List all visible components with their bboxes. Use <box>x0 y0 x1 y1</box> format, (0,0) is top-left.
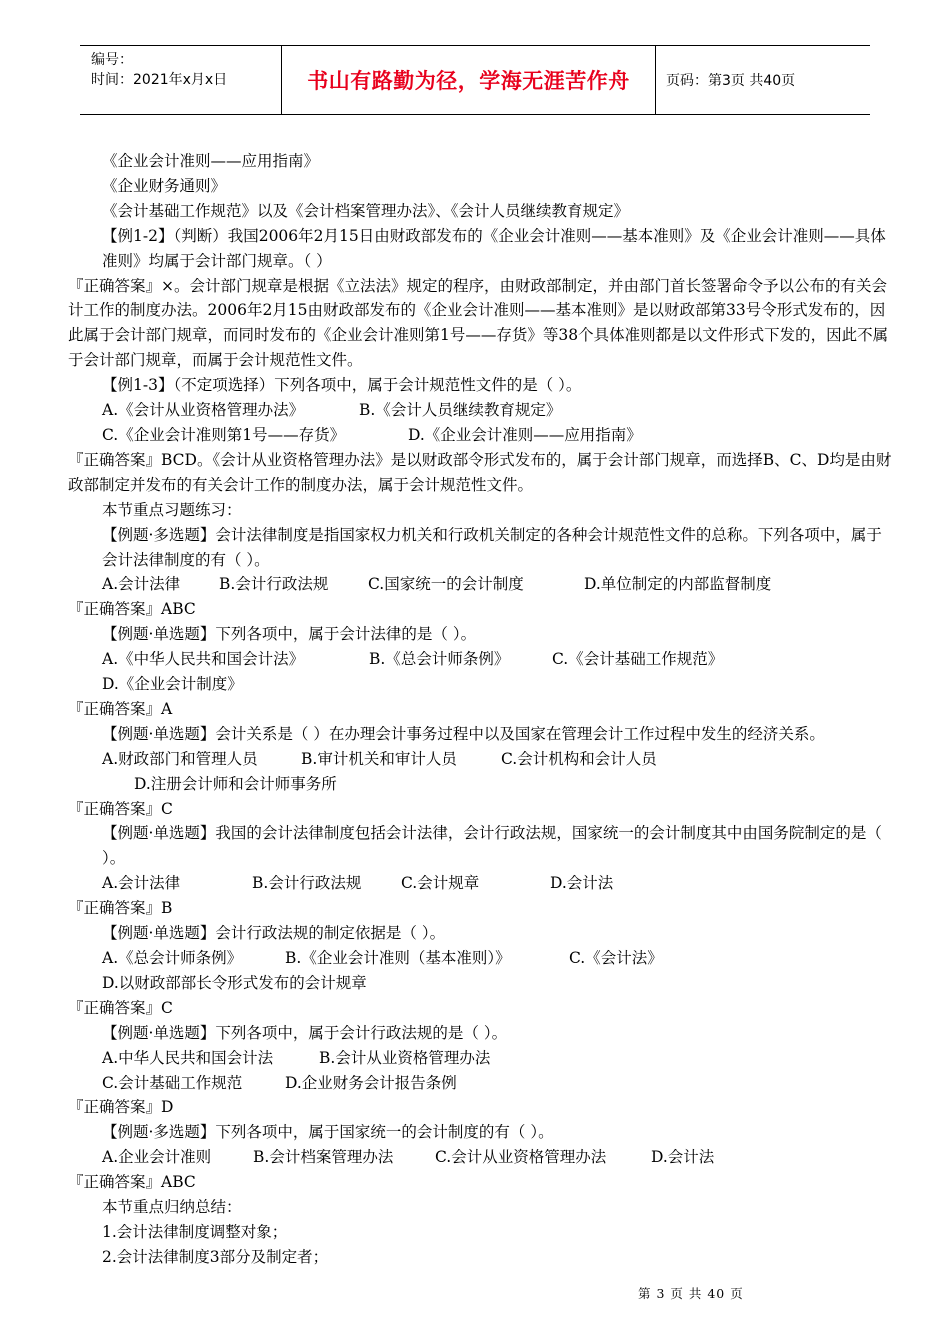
option-row <box>68 1145 892 1170</box>
option: D.以财政部部长令形式发布的会计规章 <box>102 973 367 992</box>
option: C.会计基础工作规范 <box>102 1073 243 1092</box>
option: A.会计法律 <box>102 874 181 893</box>
option: D.企业财务会计报告条例 <box>285 1073 457 1092</box>
option: D.会计法 <box>550 874 614 893</box>
option: C.《会计法》 <box>569 949 663 967</box>
correct-answer: 『正确答案』A <box>68 699 173 718</box>
option-row <box>68 1046 892 1071</box>
option: B.会计档案管理办法 <box>253 1148 394 1167</box>
option: C.《会计基础工作规范》 <box>552 650 724 669</box>
option: A.《会计从业资格管理办法》 <box>102 401 305 420</box>
option: C.会计从业资格管理办法 <box>435 1148 607 1167</box>
option: A.财政部门和管理人员 <box>102 749 258 768</box>
header-time-label: 时间：2021年x月x日 <box>91 72 228 88</box>
option: C.国家统一的会计制度 <box>368 575 524 594</box>
option: B.审计机关和审计人员 <box>301 749 457 768</box>
correct-answer: 『正确答案』D <box>68 1098 174 1117</box>
option: A.中华人民共和国会计法 <box>102 1048 274 1067</box>
option: D.会计法 <box>651 1148 715 1167</box>
option-row <box>68 647 892 672</box>
example-question: 【例1-3】（不定项选择）下列各项中，属于会计规范性文件的是（ ）。 <box>102 376 582 395</box>
summary-item: 1.会计法律制度调整对象； <box>102 1222 288 1241</box>
example-question: 【例1-2】（判断）我国2006年2月15日由财政部发布的《企业会计准则——基本准则》及《企业会计准则——具体准则》均属于会计部门规章。（ ） <box>102 226 886 270</box>
text-line: 《企业财务通则》 <box>102 176 227 195</box>
text-line: 《会计基础工作规范》以及《会计档案管理办法》、《会计人员继续教育规定》 <box>102 201 630 220</box>
example-question: 【例题·多选题】下列各项中，属于国家统一的会计制度的有（ ）。 <box>102 1123 554 1142</box>
option: B.会计行政法规 <box>252 874 362 893</box>
option-row <box>68 572 892 597</box>
correct-answer: 『正确答案』C <box>68 998 173 1017</box>
correct-answer: 『正确答案』ABC <box>68 1173 196 1192</box>
header-meta <box>80 46 282 114</box>
option: B.《会计人员继续教育规定》 <box>359 401 562 420</box>
option-row <box>68 871 892 896</box>
header-page-info: 页码：第3页 共40页 <box>666 73 796 89</box>
option: A.企业会计准则 <box>102 1148 212 1167</box>
correct-answer: 『正确答案』C <box>68 799 173 818</box>
option: B.会计从业资格管理办法 <box>319 1048 491 1067</box>
option: D.《企业会计准则——应用指南》 <box>408 425 642 444</box>
example-question: 【例题·单选题】下列各项中，属于会计行政法规的是（ ）。 <box>102 1023 508 1042</box>
option: C.会计机构和会计人员 <box>501 749 657 768</box>
option-row <box>68 423 892 448</box>
option: B.《总会计师条例》 <box>369 650 510 669</box>
option: A.《总会计师条例》 <box>102 949 243 967</box>
option-row <box>68 398 892 423</box>
section-heading: 本节重点归纳总结： <box>102 1198 242 1217</box>
option-row <box>68 747 892 772</box>
option-row <box>68 946 892 971</box>
answer-explanation: 『正确答案』BCD。《会计从业资格管理办法》是以财政部令形式发布的，属于会计部门规章，而选择B、C、D均是由财政部制定并发布的有关会计工作的制度办法，属于会计规范性文件。 <box>68 450 892 494</box>
option: B.《企业会计准则（基本准则）》 <box>285 949 511 967</box>
header-motto: 书山有路勤为径，学海无涯苦作舟 <box>282 46 656 114</box>
option: D.注册会计师和会计师事务所 <box>134 774 337 793</box>
option-row <box>68 1071 892 1096</box>
option: B.会计行政法规 <box>219 575 329 594</box>
correct-answer: 『正确答案』ABC <box>68 600 196 619</box>
page-header <box>80 45 870 115</box>
option: A.《中华人民共和国会计法》 <box>102 650 305 669</box>
example-question: 【例题·单选题】会计行政法规的制定依据是（ ）。 <box>102 924 446 943</box>
option: C.《企业会计准则第1号——存货》 <box>102 425 346 444</box>
example-question: 【例题·单选题】下列各项中，属于会计法律的是（ ）。 <box>102 625 477 644</box>
text-line: 《企业会计准则——应用指南》 <box>102 152 320 170</box>
option: C.会计规章 <box>401 874 480 893</box>
summary-item: 2.会计法律制度3部分及制定者； <box>102 1247 329 1266</box>
document-body <box>68 149 892 1270</box>
option: D.单位制定的内部监督制度 <box>584 575 772 594</box>
example-question: 【例题·单选题】我国的会计法律制度包括会计法律，会计行政法规，国家统一的会计制度其中由国务院制定的是（ ）。 <box>102 824 882 868</box>
example-question: 【例题·多选题】会计法律制度是指国家权力机关和行政机关制定的各种会计规范性文件的总称。下列各项中，属于会计法律制度的有（ ）。 <box>102 525 882 569</box>
section-heading: 本节重点习题练习： <box>102 500 242 519</box>
correct-answer: 『正确答案』B <box>68 899 173 918</box>
option: D.《企业会计制度》 <box>102 675 243 694</box>
page-footer: 第 3 页 共 40 页 <box>638 1286 744 1301</box>
answer-explanation: 『正确答案』×。会计部门规章是根据《立法法》规定的程序，由财政部制定，并由部门首长签署命令予以公布的有关会计工作的制度办法。2006年2月15由财政部发布的《企业会计准则——基本准则》是以财政部第33号令形式发布的，因此属于会计部门规章，而同时发布的《企业会计准则第1号——存货》等38个具体准则都是以文件形式下发的，因此不属于会计部门规章，而属于会计规范性文件。 <box>68 276 889 370</box>
example-question: 【例题·单选题】会计关系是（ ）在办理会计事务过程中以及国家在管理会计工作过程中发生的经济关系。 <box>102 724 825 743</box>
option: A.会计法律 <box>102 575 181 594</box>
header-number-label: 编号： <box>91 52 133 68</box>
